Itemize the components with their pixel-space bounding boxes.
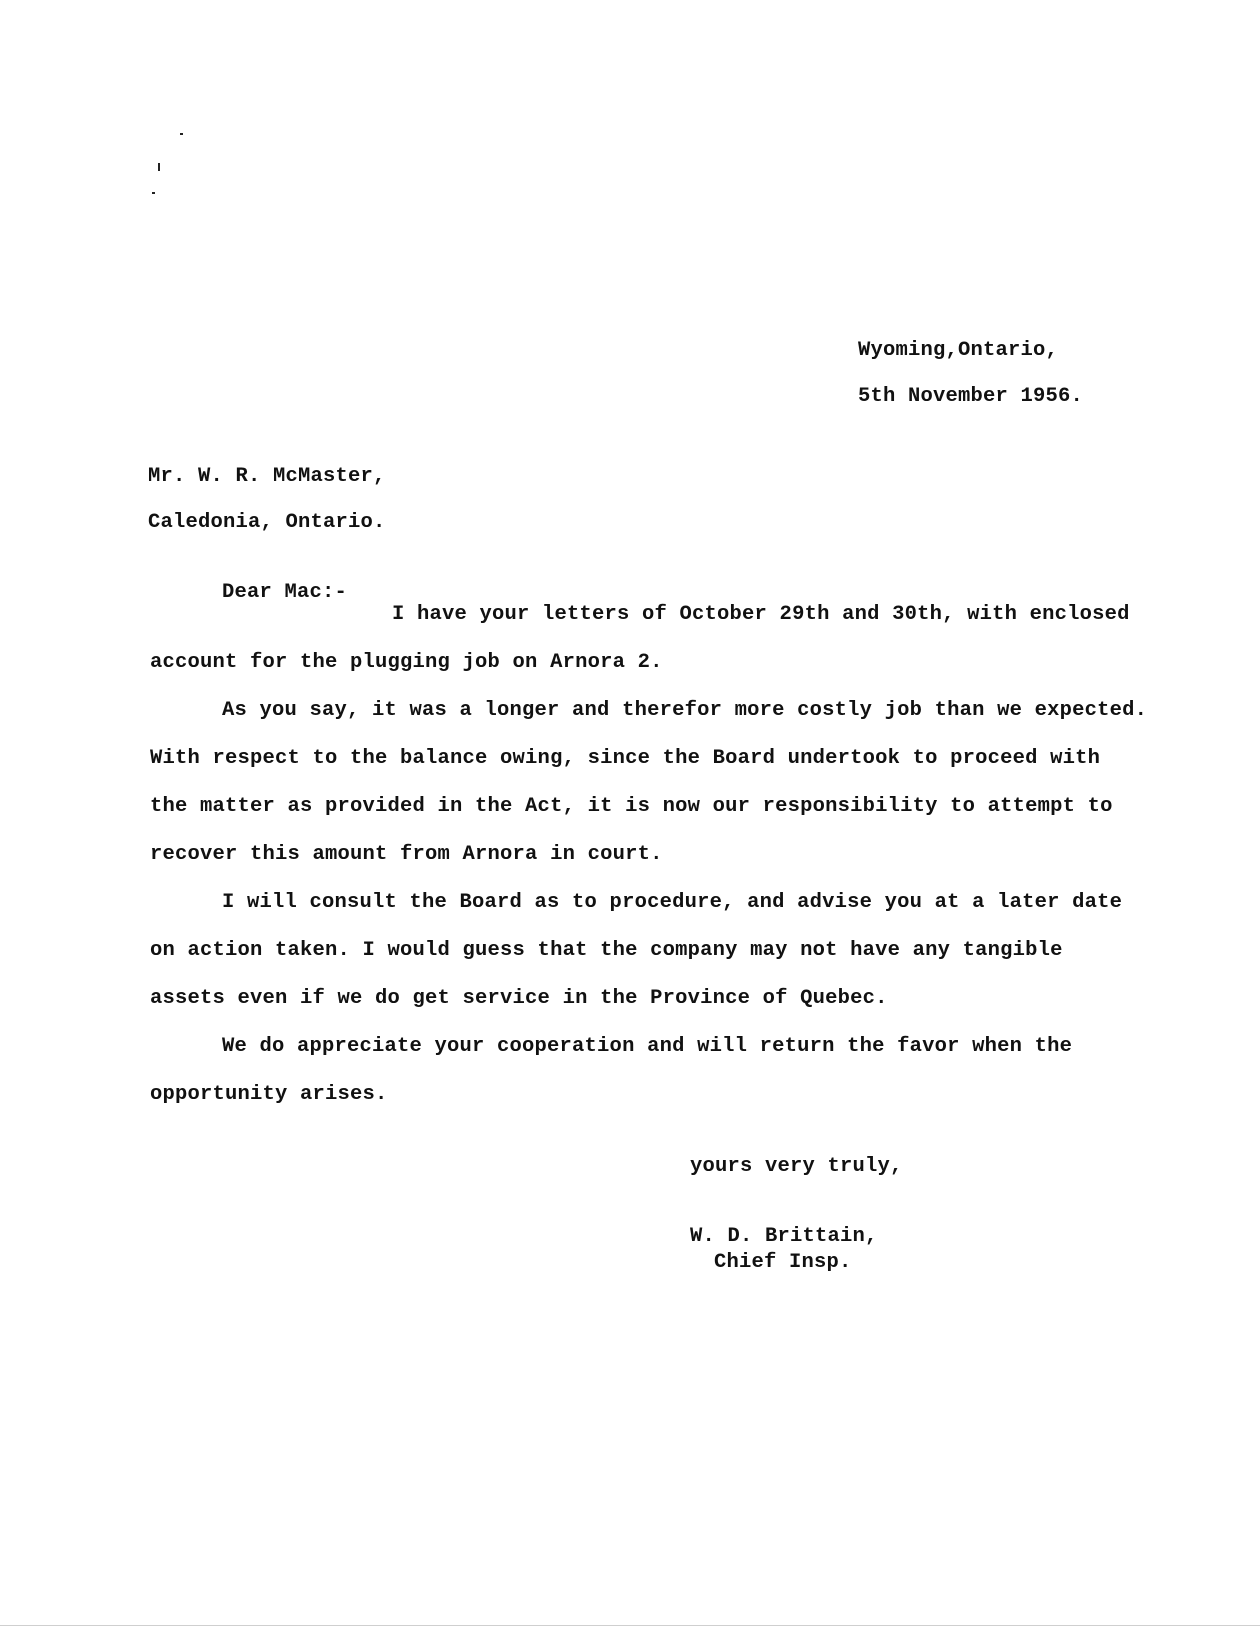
signature-name: W. D. Brittain,: [690, 1225, 878, 1248]
body-line: assets even if we do get service in the Province of Quebec.: [150, 987, 888, 1010]
place-line: Wyoming,Ontario,: [858, 339, 1059, 362]
body-line: I have your letters of October 29th and 30th, with enclosed: [392, 603, 1130, 626]
scan-speck: [180, 133, 183, 135]
scan-speck: [152, 192, 155, 194]
body-line: With respect to the balance owing, since the Board undertook to proceed with: [150, 747, 1101, 770]
scan-speck: [158, 163, 160, 171]
recipient-location: Caledonia, Ontario.: [148, 511, 386, 534]
body-line: on action taken. I would guess that the company may not have any tangible: [150, 939, 1063, 962]
body-line: As you say, it was a longer and therefor more costly job than we expected.: [222, 699, 1148, 722]
signature-title: Chief Insp.: [714, 1251, 852, 1274]
body-line: the matter as provided in the Act, it is now our responsibility to attempt to: [150, 795, 1113, 818]
date-line: 5th November 1956.: [858, 385, 1084, 408]
closing-line: yours very truly,: [690, 1155, 903, 1178]
recipient-name: Mr. W. R. McMaster,: [148, 465, 386, 488]
scan-edge: [0, 1625, 1260, 1626]
body-line: I will consult the Board as to procedure, and advise you at a later date: [222, 891, 1123, 914]
salutation: Dear Mac:-: [222, 581, 348, 604]
body-line: account for the plugging job on Arnora 2.: [150, 651, 663, 674]
body-line: opportunity arises.: [150, 1083, 388, 1106]
body-line: recover this amount from Arnora in court.: [150, 843, 663, 866]
body-line: We do appreciate your cooperation and will return the favor when the: [222, 1035, 1073, 1058]
